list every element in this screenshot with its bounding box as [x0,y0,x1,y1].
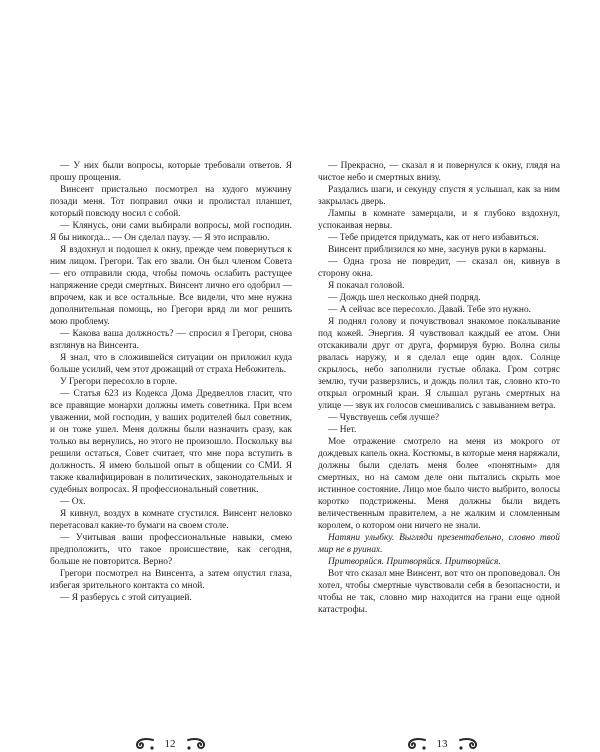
paragraph: — Какова ваша должность? — спросил я Грегори, снова взглянув на Винсента. [50,329,292,351]
italic-paragraph: Притворяйся. Притворяйся. Притворяйся. [328,557,501,567]
paragraph: Раздались шаги, и секунду спустя я услышал, как за ним закрылась дверь. [318,185,560,207]
paragraph: — А сейчас все пересохло. Давай. Тебе это нужно. [328,305,531,315]
paragraph: — Статья 623 из Кодекса Дома Дредвеллов гласит, что все правящие монархи должны иметь советника. При всем уважении, мой господин, у ваших родителей был советник, и он тоже ушел. Меня должны были назначить сразу, как только вы вернулись, но этого не произошло. Поскольку вы решили остаться, Совет считает, что мне пора вступить в должность. Я имею большой опыт в общении со СМИ. Я также квалифицирован в политических, законодательных и судебных вопросах. Я профессиональный советник. [50,389,292,495]
paragraph: — Дождь шел несколько дней подряд. [328,293,481,303]
paragraph: — Клянусь, они сами выбирали вопросы, мой господин. Я бы никогда... — Он сделал паузу. — Я это исправлю. [50,221,292,243]
paragraph: Лампы в комнате замерцали, и я глубоко вздохнул, успокаивая нервы. [318,209,560,231]
paragraph: — Чувствуешь себя лучше? [328,413,440,423]
paragraph: Я кивнул, воздух в комнате сгустился. Винсент неловко перетасовал какие-то бумаги на своем столе. [50,509,292,531]
ornament-left-icon [133,737,155,751]
ornament-left-icon [405,737,427,751]
paragraph: Вот что сказал мне Винсент, вот что он проповедовал. Он хотел, чтобы смертные чувствовали себя в безопасности, и чтобы не так, словно мир находится на грани еще одной катастрофы. [318,569,560,615]
paragraph: Я знал, что в сложившейся ситуации он приложил куда больше усилий, чем этот дрожащий от страха Небожитель. [50,353,292,375]
paragraph: Винсент приблизился ко мне, засунув руки в карманы. [328,245,547,255]
paragraph: — Ох. [60,497,86,507]
paragraph: — Нет. [328,425,357,435]
paragraph: — Прекрасно, — сказал я и повернулся к окну, глядя на чистое небо и смертных внизу. [318,161,560,183]
italic-paragraph: Натяни улыбку. Выгляди презентабельно, словно твой мир не в руинах. [318,533,560,555]
left-page-text [50,160,292,604]
paragraph: Я покачал головой. [328,281,405,291]
paragraph: — У них были вопросы, которые требовали ответов. Я прошу прощения. [50,161,292,183]
paragraph: — Тебе придется придумать, как от него избавиться. [328,233,539,243]
ornament-right-icon [458,737,480,751]
right-page-text [318,160,560,616]
paragraph: Винсент пристально посмотрел на худого мужчину позади меня. Тот поправил очки и пролистал планшет, который повсюду носил с собой. [50,185,292,219]
paragraph: Я вздохнул и подошел к окну, прежде чем повернуться к ним лицом. Грегори. Так его звали. Он был членом Совета — его отправили сюда, чтобы помочь ослабить растущее напряжение среди смертных. Винсент лично его одобрил — впрочем, как и все остальные. Все видели, что мне нужна дополнительная помощь, но Грегори вряд ли мог решить мою проблему. [50,245,292,327]
paragraph: — Я разберусь с этой ситуацией. [60,593,192,603]
paragraph: Грегори посмотрел на Винсента, а затем опустил глаза, избегая зрительного контакта со мной. [50,569,292,591]
paragraph: — Учитывая ваши профессиональные навыки, смею предположить, что такое происшествие, как сегодня, больше не повторится. Верно? [50,533,292,567]
paragraph: — Одна гроза не повредит, — сказал он, кивнув в сторону окна. [318,257,560,279]
paragraph: Мое отражение смотрело на меня из мокрого от дождевых капель окна. Костюмы, в которые меня наряжали, должны были сделать меня более «понятным» для смертных, но на самом деле они пытались скрыть мое истинное состояние. Лицо мое было чисто выбрито, волосы коротко подстрижены. Меня должны были видеть величественным правителем, а не жалким и сломленным королем, о котором они ничего не знали. [318,437,560,531]
paragraph: Я поднял голову и почувствовал знакомое покалывание под кожей. Энергия. Я чувствовал каждый ее атом. Они отскакивали друг от друга, формируя бурю. Волна силы рвалась наружу, и я сделал еще один вдох. Солнце скрылось, небо заполнили густые облака. Гром сотряс землю, тучи разверзлись, и дождь полил так, словно кто-то открыл огромный кран. Я слышал ругань смертных на улице — звук их голосов смешивались с завыванием ветра. [318,317,560,411]
page-number: 13 [436,738,448,750]
paragraph: У Грегори пересохло в горле. [60,377,178,387]
page-number: 12 [164,738,176,750]
ornament-right-icon [186,737,208,751]
